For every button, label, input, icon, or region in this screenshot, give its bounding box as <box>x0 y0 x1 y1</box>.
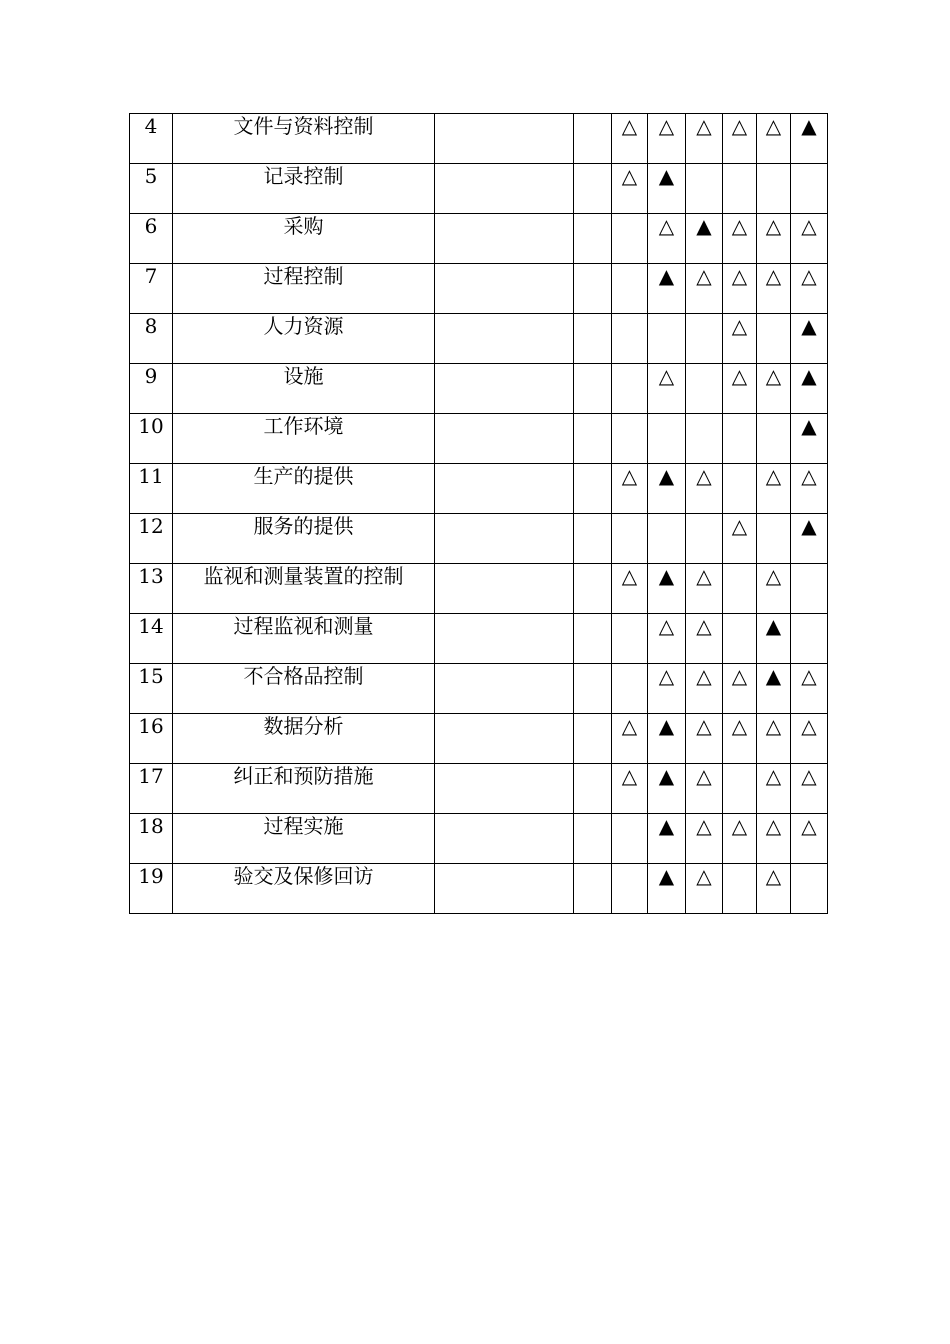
responsibility-cell <box>612 564 648 614</box>
responsibility-cell <box>757 814 791 864</box>
responsibility-cell <box>757 314 791 364</box>
hollow-triangle-icon: △ <box>801 764 817 788</box>
empty-cell <box>574 814 612 864</box>
responsibility-cell <box>723 814 757 864</box>
responsibility-cell <box>791 764 828 814</box>
hollow-triangle-icon: △ <box>731 214 748 238</box>
responsibility-cell <box>791 114 828 164</box>
responsibility-cell <box>612 314 648 364</box>
responsibility-cell <box>791 814 828 864</box>
empty-cell <box>435 714 574 764</box>
responsibility-cell <box>612 664 648 714</box>
responsibility-cell <box>723 764 757 814</box>
responsibility-cell <box>757 464 791 514</box>
hollow-triangle-icon: △ <box>801 464 817 488</box>
table-row <box>130 264 828 314</box>
row-number: 6 <box>130 214 173 264</box>
responsibility-cell <box>723 314 757 364</box>
responsibility-cell <box>612 714 648 764</box>
hollow-triangle-icon: △ <box>696 714 712 738</box>
filled-triangle-icon: ▲ <box>658 264 675 288</box>
responsibility-cell <box>723 114 757 164</box>
row-number: 4 <box>130 114 173 164</box>
responsibility-cell <box>686 614 723 664</box>
filled-triangle-icon: ▲ <box>658 564 675 588</box>
responsibility-cell <box>648 664 686 714</box>
hollow-triangle-icon: △ <box>765 764 782 788</box>
responsibility-cell <box>686 214 723 264</box>
empty-cell <box>435 764 574 814</box>
hollow-triangle-icon: △ <box>696 614 712 638</box>
responsibility-cell <box>723 714 757 764</box>
table-row <box>130 614 828 664</box>
empty-cell <box>574 264 612 314</box>
responsibility-cell <box>648 264 686 314</box>
filled-triangle-icon: ▲ <box>658 864 675 888</box>
row-number: 17 <box>130 764 173 814</box>
clause-name: 采购 <box>173 214 435 264</box>
row-number: 19 <box>130 864 173 914</box>
hollow-triangle-icon: △ <box>765 364 782 388</box>
row-number: 8 <box>130 314 173 364</box>
filled-triangle-icon: ▲ <box>801 414 817 438</box>
clause-name: 工作环境 <box>173 414 435 464</box>
matrix-body <box>130 114 828 914</box>
hollow-triangle-icon: △ <box>731 664 748 688</box>
hollow-triangle-icon: △ <box>696 264 712 288</box>
row-number: 10 <box>130 414 173 464</box>
responsibility-cell <box>757 114 791 164</box>
clause-name: 不合格品控制 <box>173 664 435 714</box>
hollow-triangle-icon: △ <box>801 714 817 738</box>
responsibility-cell <box>757 864 791 914</box>
hollow-triangle-icon: △ <box>621 464 638 488</box>
row-number: 5 <box>130 164 173 214</box>
row-number: 13 <box>130 564 173 614</box>
responsibility-cell <box>648 764 686 814</box>
responsibility-cell <box>791 514 828 564</box>
responsibility-cell <box>723 864 757 914</box>
table-row <box>130 414 828 464</box>
filled-triangle-icon: ▲ <box>658 764 675 788</box>
responsibility-cell <box>612 764 648 814</box>
empty-cell <box>435 214 574 264</box>
hollow-triangle-icon: △ <box>765 464 782 488</box>
hollow-triangle-icon: △ <box>696 114 712 138</box>
hollow-triangle-icon: △ <box>765 564 782 588</box>
row-number: 14 <box>130 614 173 664</box>
hollow-triangle-icon: △ <box>731 814 748 838</box>
responsibility-cell <box>648 364 686 414</box>
clause-name: 记录控制 <box>173 164 435 214</box>
responsibility-cell <box>723 614 757 664</box>
responsibility-cell <box>723 364 757 414</box>
responsibility-cell <box>686 414 723 464</box>
responsibility-cell <box>648 614 686 664</box>
table-row <box>130 364 828 414</box>
filled-triangle-icon: ▲ <box>658 814 675 838</box>
responsibility-cell <box>791 264 828 314</box>
clause-name: 验交及保修回访 <box>173 864 435 914</box>
responsibility-cell <box>757 664 791 714</box>
table-row <box>130 814 828 864</box>
responsibility-cell <box>757 614 791 664</box>
hollow-triangle-icon: △ <box>731 264 748 288</box>
responsibility-cell <box>686 164 723 214</box>
responsibility-cell <box>757 514 791 564</box>
clause-name: 数据分析 <box>173 714 435 764</box>
table-row <box>130 764 828 814</box>
responsibility-cell <box>648 714 686 764</box>
filled-triangle-icon: ▲ <box>765 614 782 638</box>
responsibility-matrix-table <box>129 113 828 914</box>
empty-cell <box>435 264 574 314</box>
responsibility-cell <box>686 364 723 414</box>
clause-name: 人力资源 <box>173 314 435 364</box>
responsibility-cell <box>723 464 757 514</box>
responsibility-cell <box>723 514 757 564</box>
responsibility-cell <box>723 264 757 314</box>
responsibility-cell <box>612 514 648 564</box>
responsibility-cell <box>757 764 791 814</box>
responsibility-cell <box>648 514 686 564</box>
clause-name: 生产的提供 <box>173 464 435 514</box>
responsibility-cell <box>648 314 686 364</box>
filled-triangle-icon: ▲ <box>696 214 712 238</box>
row-number: 9 <box>130 364 173 414</box>
hollow-triangle-icon: △ <box>696 814 712 838</box>
filled-triangle-icon: ▲ <box>658 164 675 188</box>
responsibility-cell <box>791 464 828 514</box>
empty-cell <box>574 464 612 514</box>
responsibility-cell <box>612 214 648 264</box>
responsibility-cell <box>723 564 757 614</box>
hollow-triangle-icon: △ <box>765 114 782 138</box>
responsibility-cell <box>648 214 686 264</box>
responsibility-cell <box>612 364 648 414</box>
hollow-triangle-icon: △ <box>731 314 748 338</box>
hollow-triangle-icon: △ <box>696 564 712 588</box>
empty-cell <box>574 164 612 214</box>
hollow-triangle-icon: △ <box>765 214 782 238</box>
hollow-triangle-icon: △ <box>731 364 748 388</box>
responsibility-cell <box>791 164 828 214</box>
hollow-triangle-icon: △ <box>621 564 638 588</box>
responsibility-cell <box>612 814 648 864</box>
hollow-triangle-icon: △ <box>658 364 675 388</box>
empty-cell <box>435 314 574 364</box>
responsibility-cell <box>648 114 686 164</box>
hollow-triangle-icon: △ <box>696 764 712 788</box>
empty-cell <box>435 164 574 214</box>
empty-cell <box>574 864 612 914</box>
responsibility-cell <box>791 364 828 414</box>
responsibility-cell <box>757 564 791 614</box>
responsibility-cell <box>723 664 757 714</box>
empty-cell <box>574 364 612 414</box>
table-row <box>130 464 828 514</box>
responsibility-cell <box>612 114 648 164</box>
empty-cell <box>435 814 574 864</box>
responsibility-cell <box>686 114 723 164</box>
hollow-triangle-icon: △ <box>696 664 712 688</box>
hollow-triangle-icon: △ <box>658 114 675 138</box>
hollow-triangle-icon: △ <box>696 864 712 888</box>
empty-cell <box>574 764 612 814</box>
table-row <box>130 564 828 614</box>
table-row <box>130 114 828 164</box>
filled-triangle-icon: ▲ <box>801 114 817 138</box>
responsibility-cell <box>686 564 723 614</box>
responsibility-cell <box>723 414 757 464</box>
empty-cell <box>574 214 612 264</box>
table-row <box>130 514 828 564</box>
empty-cell <box>435 864 574 914</box>
table-row <box>130 214 828 264</box>
responsibility-cell <box>686 314 723 364</box>
clause-name: 过程实施 <box>173 814 435 864</box>
responsibility-cell <box>723 164 757 214</box>
empty-cell <box>574 714 612 764</box>
responsibility-cell <box>686 714 723 764</box>
hollow-triangle-icon: △ <box>801 214 817 238</box>
responsibility-cell <box>686 864 723 914</box>
responsibility-cell <box>612 264 648 314</box>
hollow-triangle-icon: △ <box>731 114 748 138</box>
table-row <box>130 664 828 714</box>
hollow-triangle-icon: △ <box>765 264 782 288</box>
hollow-triangle-icon: △ <box>731 714 748 738</box>
hollow-triangle-icon: △ <box>658 214 675 238</box>
responsibility-cell <box>612 864 648 914</box>
hollow-triangle-icon: △ <box>621 114 638 138</box>
responsibility-cell <box>686 514 723 564</box>
filled-triangle-icon: ▲ <box>658 464 675 488</box>
hollow-triangle-icon: △ <box>801 264 817 288</box>
responsibility-cell <box>723 214 757 264</box>
responsibility-cell <box>791 314 828 364</box>
row-number: 12 <box>130 514 173 564</box>
filled-triangle-icon: ▲ <box>765 664 782 688</box>
empty-cell <box>574 414 612 464</box>
responsibility-cell <box>757 714 791 764</box>
hollow-triangle-icon: △ <box>658 664 675 688</box>
clause-name: 服务的提供 <box>173 514 435 564</box>
empty-cell <box>574 614 612 664</box>
responsibility-cell <box>648 864 686 914</box>
row-number: 11 <box>130 464 173 514</box>
empty-cell <box>435 364 574 414</box>
hollow-triangle-icon: △ <box>621 764 638 788</box>
responsibility-cell <box>686 664 723 714</box>
hollow-triangle-icon: △ <box>765 714 782 738</box>
responsibility-cell <box>791 214 828 264</box>
row-number: 18 <box>130 814 173 864</box>
empty-cell <box>435 514 574 564</box>
hollow-triangle-icon: △ <box>765 814 782 838</box>
responsibility-cell <box>791 414 828 464</box>
clause-name: 过程监视和测量 <box>173 614 435 664</box>
responsibility-cell <box>686 814 723 864</box>
clause-name: 纠正和预防措施 <box>173 764 435 814</box>
responsibility-cell <box>648 814 686 864</box>
empty-cell <box>574 514 612 564</box>
responsibility-cell <box>757 414 791 464</box>
empty-cell <box>435 414 574 464</box>
clause-name: 设施 <box>173 364 435 414</box>
responsibility-cell <box>757 364 791 414</box>
responsibility-cell <box>791 614 828 664</box>
row-number: 15 <box>130 664 173 714</box>
table-row <box>130 714 828 764</box>
table-row <box>130 164 828 214</box>
responsibility-cell <box>648 464 686 514</box>
responsibility-cell <box>612 614 648 664</box>
empty-cell <box>435 564 574 614</box>
hollow-triangle-icon: △ <box>621 164 638 188</box>
responsibility-cell <box>648 564 686 614</box>
hollow-triangle-icon: △ <box>658 614 675 638</box>
filled-triangle-icon: ▲ <box>801 514 817 538</box>
responsibility-cell <box>791 864 828 914</box>
clause-name: 监视和测量装置的控制 <box>173 564 435 614</box>
filled-triangle-icon: ▲ <box>658 714 675 738</box>
responsibility-cell <box>757 164 791 214</box>
responsibility-cell <box>612 164 648 214</box>
hollow-triangle-icon: △ <box>696 464 712 488</box>
responsibility-cell <box>612 464 648 514</box>
empty-cell <box>574 664 612 714</box>
row-number: 16 <box>130 714 173 764</box>
empty-cell <box>574 114 612 164</box>
empty-cell <box>574 564 612 614</box>
clause-name: 过程控制 <box>173 264 435 314</box>
responsibility-cell <box>686 764 723 814</box>
filled-triangle-icon: ▲ <box>801 364 817 388</box>
responsibility-cell <box>686 464 723 514</box>
hollow-triangle-icon: △ <box>801 664 817 688</box>
hollow-triangle-icon: △ <box>801 814 817 838</box>
empty-cell <box>435 114 574 164</box>
responsibility-cell <box>612 414 648 464</box>
empty-cell <box>435 464 574 514</box>
responsibility-cell <box>791 714 828 764</box>
clause-name: 文件与资料控制 <box>173 114 435 164</box>
responsibility-cell <box>791 664 828 714</box>
responsibility-cell <box>757 214 791 264</box>
hollow-triangle-icon: △ <box>621 714 638 738</box>
filled-triangle-icon: ▲ <box>801 314 817 338</box>
table-row <box>130 864 828 914</box>
responsibility-cell <box>648 164 686 214</box>
responsibility-cell <box>791 564 828 614</box>
hollow-triangle-icon: △ <box>765 864 782 888</box>
hollow-triangle-icon: △ <box>731 514 748 538</box>
responsibility-cell <box>757 264 791 314</box>
responsibility-cell <box>686 264 723 314</box>
empty-cell <box>574 314 612 364</box>
table-row <box>130 314 828 364</box>
row-number: 7 <box>130 264 173 314</box>
responsibility-cell <box>648 414 686 464</box>
empty-cell <box>435 664 574 714</box>
empty-cell <box>435 614 574 664</box>
